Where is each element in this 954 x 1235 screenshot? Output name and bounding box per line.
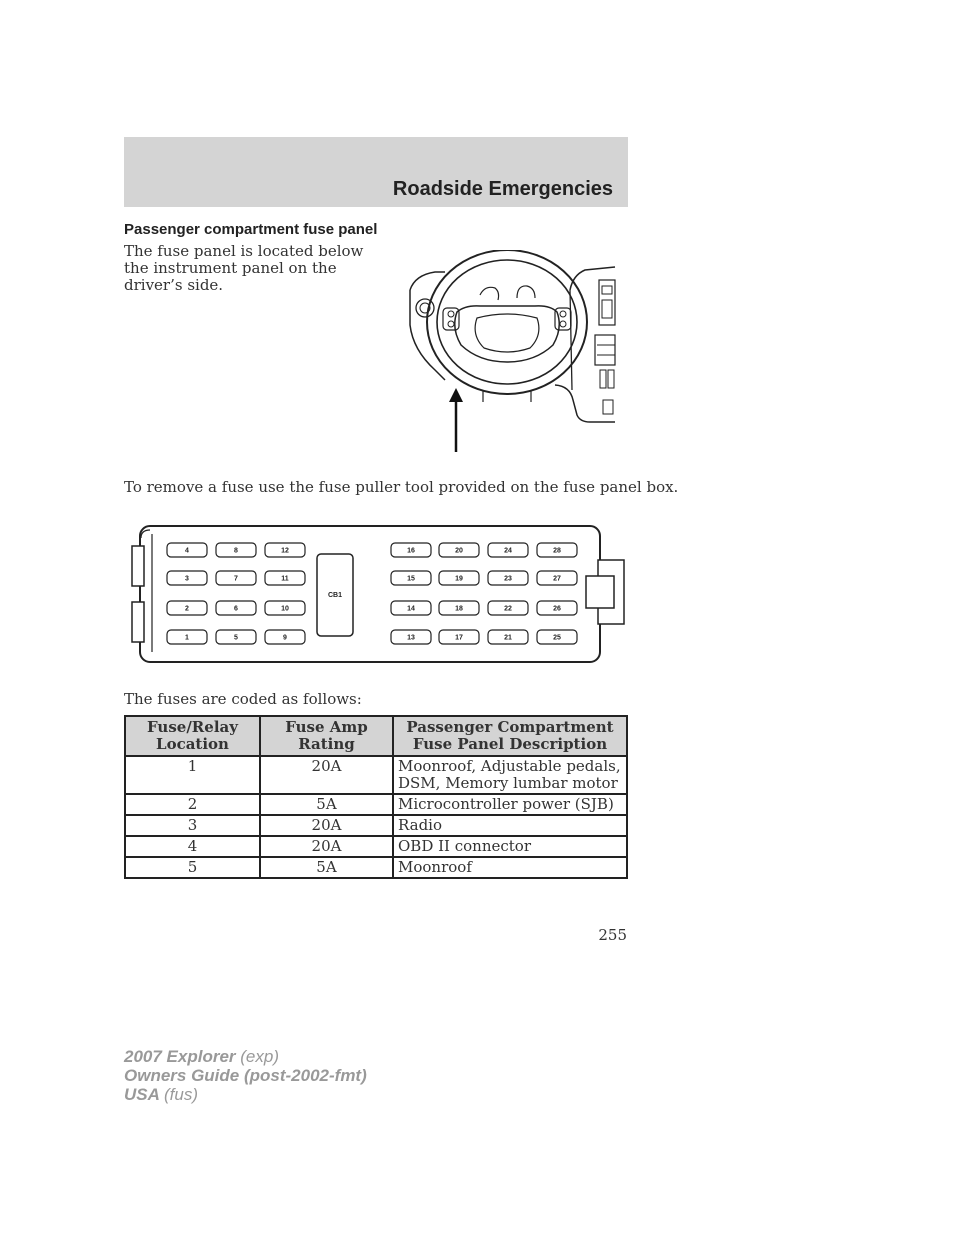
steering-wheel-illustration bbox=[405, 250, 617, 456]
table-row bbox=[125, 756, 627, 794]
fuse-slot-label: 27 bbox=[553, 575, 561, 583]
fuse-description-cell: Moonroof bbox=[393, 857, 627, 878]
fuse-rating-cell: 20A bbox=[260, 836, 393, 857]
fuse-slot-label: 25 bbox=[553, 634, 561, 642]
fuse-slot-label: 4 bbox=[185, 547, 189, 555]
fuse-slot-label: 10 bbox=[281, 605, 289, 613]
table-header-row bbox=[125, 716, 627, 756]
fuse-slot-label: 9 bbox=[283, 634, 287, 642]
fuse-coding-intro: The fuses are coded as follows: bbox=[124, 690, 362, 708]
remove-fuse-instruction: To remove a fuse use the fuse puller tool provided on the fuse panel box. bbox=[124, 478, 679, 496]
footer-model: 2007 Explorer bbox=[124, 1047, 236, 1066]
fuse-location-cell: 4 bbox=[125, 836, 260, 857]
footer-market-code: (fus) bbox=[164, 1085, 198, 1104]
footer-line-1 bbox=[124, 1047, 367, 1066]
fuse-slot-label: 15 bbox=[407, 575, 415, 583]
section-header-band bbox=[124, 137, 628, 207]
table-row bbox=[125, 794, 627, 815]
fuse-location-cell: 1 bbox=[125, 756, 260, 794]
footer-line-2 bbox=[124, 1066, 367, 1085]
fuse-slot-label: 1 bbox=[185, 634, 189, 642]
fuse-rating-cell: 5A bbox=[260, 857, 393, 878]
fuse-slot-label: 11 bbox=[281, 575, 289, 583]
fuse-slot-label: 26 bbox=[553, 605, 561, 613]
table-row bbox=[125, 836, 627, 857]
fuse-slot-label: 7 bbox=[234, 575, 238, 583]
fuse-location-cell: 3 bbox=[125, 815, 260, 836]
fuse-slot-label: 6 bbox=[234, 605, 238, 613]
fuse-description-cell: Radio bbox=[393, 815, 627, 836]
fuse-description-cell: Moonroof, Adjustable pedals, DSM, Memory lumbar motor bbox=[393, 756, 627, 794]
fuse-slot-label: 17 bbox=[455, 634, 463, 642]
fuse-location-cell: 2 bbox=[125, 794, 260, 815]
page-number: 255 bbox=[598, 926, 627, 944]
fuse-rating-cell: 20A bbox=[260, 756, 393, 794]
fuse-slot-label: 8 bbox=[234, 547, 238, 555]
fuse-description-cell: Microcontroller power (SJB) bbox=[393, 794, 627, 815]
footer-guide: Owners Guide (post-2002-fmt) bbox=[124, 1066, 367, 1085]
fuse-slot-label: 21 bbox=[504, 634, 512, 642]
fuse-panel-diagram bbox=[128, 524, 628, 666]
fuse-slot-label: 3 bbox=[185, 575, 189, 583]
fuse-slot-label: 19 bbox=[455, 575, 463, 583]
column-header-description: Passenger Compartment Fuse Panel Description bbox=[393, 716, 627, 756]
page-title: Roadside Emergencies bbox=[392, 178, 613, 200]
fuse-slot-label: 14 bbox=[407, 605, 415, 613]
table-row bbox=[125, 857, 627, 878]
fuse-slot-label: 18 bbox=[455, 605, 463, 613]
fuse-rating-cell: 20A bbox=[260, 815, 393, 836]
fuse-slot-label: 16 bbox=[407, 547, 415, 555]
column-header-location: Fuse/Relay Location bbox=[125, 716, 260, 756]
fuse-table bbox=[124, 715, 628, 879]
column-header-rating: Fuse Amp Rating bbox=[260, 716, 393, 756]
fuse-description-cell: OBD II connector bbox=[393, 836, 627, 857]
fuse-slot-label: 22 bbox=[504, 605, 512, 613]
section-heading: Passenger compartment fuse panel bbox=[124, 221, 378, 238]
fuse-rating-cell: 5A bbox=[260, 794, 393, 815]
footer-model-code: (exp) bbox=[240, 1047, 279, 1066]
fuse-location-cell: 5 bbox=[125, 857, 260, 878]
fuse-slot-label: 5 bbox=[234, 634, 238, 642]
circuit-breaker-label: CB1 bbox=[327, 592, 343, 599]
fuse-slot-label: 28 bbox=[553, 547, 561, 555]
intro-paragraph: The fuse panel is located below the instrument panel on the driver’s side. bbox=[124, 242, 364, 294]
fuse-slot-label: 23 bbox=[504, 575, 512, 583]
fuse-slot-label: 13 bbox=[407, 634, 415, 642]
fuse-slot-label: 20 bbox=[455, 547, 463, 555]
fuse-slot-label: 2 bbox=[185, 605, 189, 613]
table-row bbox=[125, 815, 627, 836]
fuse-slot-label: 12 bbox=[281, 547, 289, 555]
footer-market: USA bbox=[124, 1085, 160, 1104]
fuse-slot-label: 24 bbox=[504, 547, 512, 555]
footer-line-3 bbox=[124, 1085, 367, 1104]
document-footer bbox=[124, 1047, 367, 1104]
